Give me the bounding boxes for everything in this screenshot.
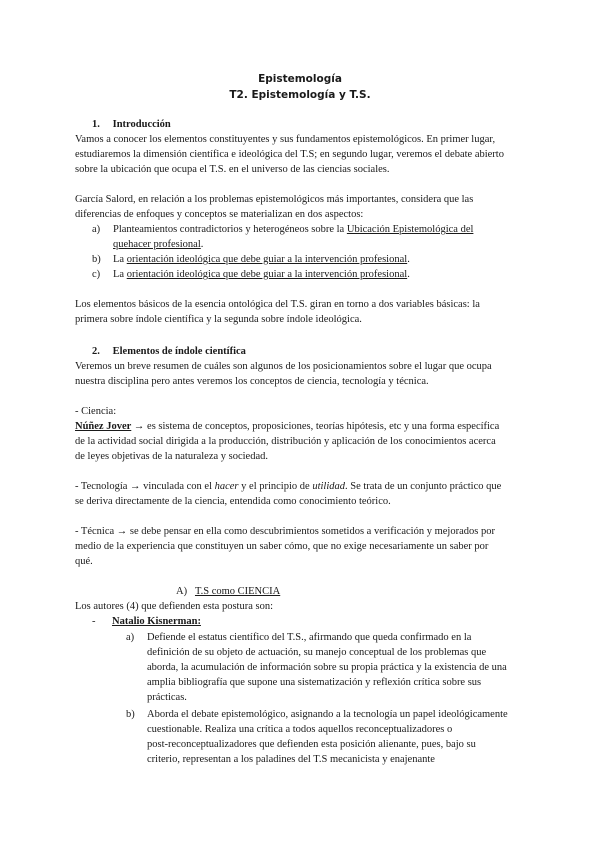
- underlined-link[interactable]: orientación ideológica que debe guiar a la intervención profesional: [126, 269, 408, 280]
- text-line: García Salord, en relación a los problemas epistemológicos más importantes, considera que las: [75, 194, 474, 205]
- text-line: definición de su objeto de actuación, su manejo conceptual de los problemas que: [147, 646, 487, 658]
- subsection-a-heading: [176, 585, 280, 600]
- text-line: amplia bibliografía que supone una sistematización y reflexión crítica sobre sus: [147, 676, 482, 688]
- subsection-title[interactable]: T.S como CIENCIA: [194, 586, 281, 597]
- document-subtitle: T2. Epistemología y T.S.: [229, 89, 371, 101]
- text-fragment: - Tecnología → vinculada con el: [75, 481, 215, 492]
- text-line: Aborda el debate epistemológico, asignando a la tecnología un papel ideológicamente: [147, 709, 508, 720]
- text-fragment: y el principio de: [238, 481, 313, 492]
- list-marker: b): [126, 709, 135, 720]
- author-dash: -: [92, 616, 96, 627]
- underlined-link[interactable]: orientación ideológica que debe guiar a la intervención profesional: [126, 254, 408, 265]
- section-1-number: 1.: [92, 119, 100, 130]
- text-line: Defiende el estatus científico del T.S., afirmando que queda confirmado en la: [147, 632, 472, 643]
- ciencia-author[interactable]: Núñez Jover: [75, 420, 132, 432]
- section-2-title: Elementos de índole científica: [112, 346, 246, 357]
- emphasis-utilidad: utilidad: [312, 481, 345, 492]
- author-entry: [92, 615, 201, 630]
- ciencia-label: - Ciencia:: [75, 406, 117, 417]
- text-line: sobre la ubicación que ocupa el T.S. en el universo de las ciencias sociales.: [75, 163, 390, 175]
- text-line: prácticas.: [147, 691, 187, 703]
- list-text: Planteamientos contradictorios y heterogéneos sobre la: [113, 224, 347, 235]
- section-1-closing: [75, 298, 537, 328]
- text-line: Vamos a conocer los elementos constituyentes y sus fundamentos epistemológicos. En primer lugar,: [75, 134, 496, 145]
- section-2-heading: [92, 345, 246, 360]
- text-line: diferencias de enfoques y conceptos se materializan en dos aspectos:: [75, 208, 364, 220]
- text-line: nuestra disciplina pero antes veremos los conceptos de ciencia, tecnología y técnica.: [75, 375, 429, 387]
- list-marker: b): [92, 254, 101, 265]
- text-line: → es sistema de conceptos, proposiciones, teorías hipótesis, etc y una forma específica: [131, 420, 500, 432]
- list-marker: a): [92, 224, 101, 235]
- text-line: se deriva directamente de la ciencia, entendida como conocimiento teórico.: [75, 495, 391, 507]
- text-line: post-reconceptualizadores que defienden esta posición alienante, pues, bajo su: [147, 738, 476, 750]
- tecnica-definition: [75, 525, 537, 570]
- text-line: aborda, la acumulación de información sobre su propia práctica y la existencia de una: [147, 661, 507, 673]
- author-name[interactable]: Natalio Kisnerman:: [112, 616, 201, 627]
- emphasis-hacer: hacer: [214, 481, 239, 492]
- text-line: estudiaremos la dimensión científica e ideológica del T.S; en segundo lugar, veremos el debate abierto: [75, 148, 504, 160]
- section-1-heading: [92, 118, 171, 133]
- document-title: Epistemología: [258, 73, 342, 85]
- list-text: La: [113, 269, 127, 280]
- list-marker: a): [126, 632, 135, 643]
- list-end: .: [200, 238, 204, 250]
- section-1-title: Introducción: [112, 119, 171, 130]
- list-item: [92, 223, 532, 253]
- ciencia-definition: [75, 405, 537, 465]
- text-line: criterio, representan a los paladines del T.S mecanicista y enajenante: [147, 753, 435, 765]
- garcia-salord-paragraph: [75, 193, 537, 223]
- underlined-link[interactable]: quehacer profesional: [113, 238, 201, 250]
- text-line: cuestionable. Realiza una crítica a todos aquellos reconceptualizadores o: [147, 723, 453, 735]
- text-fragment: . Se trata de un conjunto práctico que: [344, 481, 502, 492]
- underlined-link[interactable]: Ubicación Epistemológica del: [346, 224, 474, 235]
- authors-line: Los autores (4) que defienden esta postura son:: [75, 601, 273, 612]
- tecnologia-definition: [75, 480, 537, 510]
- text-line: de la actividad social dirigida a la producción, distribución y aplicación de los conocimientos acerca: [75, 435, 496, 447]
- subsection-marker: A): [176, 586, 188, 597]
- list-marker: c): [92, 269, 101, 280]
- section-2-intro: [75, 360, 537, 390]
- text-line: qué.: [75, 555, 93, 567]
- text-line: primera sobre índole científica y la segunda sobre índole ideológica.: [75, 313, 362, 325]
- list-end: .: [407, 269, 410, 280]
- list-end: .: [407, 254, 410, 265]
- text-line: Veremos un breve resumen de cuáles son algunos de los posicionamientos sobre el lugar que ocupa: [75, 361, 492, 372]
- list-text: La: [113, 254, 127, 265]
- section-1-intro: [75, 133, 537, 178]
- text-line: - Técnica → se debe pensar en ella como descubrimientos sometidos a verificación y mejorados por: [75, 526, 495, 537]
- section-2-number: 2.: [92, 346, 100, 357]
- text-line: Los elementos básicos de la esencia ontológica del T.S. giran en torno a dos variables básicas: la: [75, 299, 480, 310]
- text-line: medio de la experiencia que constituyen un saber cómo, que no exige necesariamente un saber por: [75, 540, 489, 552]
- text-line: de leyes objetivas de la naturaleza y sociedad.: [75, 450, 268, 462]
